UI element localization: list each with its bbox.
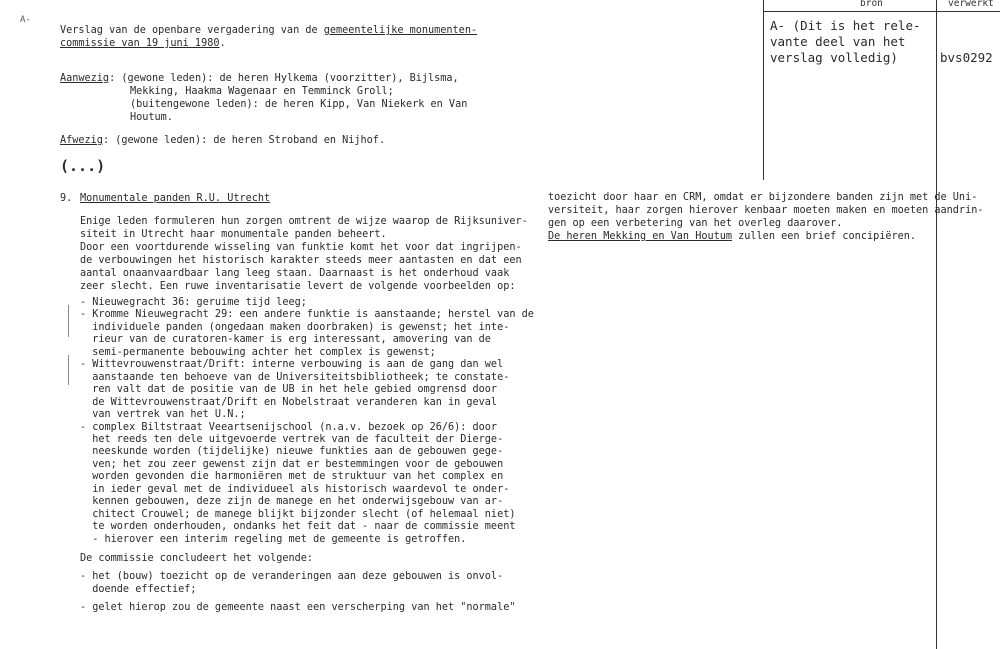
column-header-source: bron [860,0,883,9]
margin-bar [68,305,69,337]
margin-mark: A- [20,15,31,25]
absent-line: Afwezig: (gewone leden): de heren Stroband en Nijhof. [60,135,386,146]
example-line-6: - Wittevrouwenstraat/Drift: interne verbouwing is aan de gang dan wel [80,359,504,371]
example-line-8: ren valt dat de positie van de UB in het hele gebied omgrensd door [80,384,498,396]
example-line-5: semi-permanente bebouwing achter het complex is gewenst; [80,346,436,358]
item-heading: Monumentale panden R.U. Utrecht [80,193,271,204]
continuation-line-2: versiteit, haar zorgen hierover kenbaar moeten maken en moeten aandrin- [548,205,984,216]
action-line: De heren Mekking en Van Houtum zullen een brief concipiëren. [548,231,917,242]
example-line-3: individuele panden (ongedaan maken doorbraken) is gewenst; het inte- [80,321,510,333]
example-line-11: - complex Biltstraat Veeartsenijschool (n.a.v. bezoek op 26/6): door [80,421,498,433]
example-line-17: kennen gebouwen, deze zijn de manege en het onderwijsgebouw van ar- [80,496,504,508]
example-line-19: te worden onderhouden, ondanks het feit dat - naar de commissie meent [80,521,516,533]
example-line-2: - Kromme Nieuwegracht 29: een andere funktie is aanstaande; herstel van de [80,309,534,321]
source-column-left-border [763,0,764,180]
action-persons: De heren Mekking en Van Houtum [548,231,733,242]
intro-line-2: siteit in Utrecht haar monumentale panden beheert. [80,229,387,240]
example-line-7: aanstaande ten behoeve van de Universiteitsbibliotheek; te constate- [80,371,510,383]
processed-column-left-border [936,0,937,649]
item-number: 9. [60,193,73,204]
example-line-13: neeskunde worden (tijdelijke) nieuwe funkties aan de gebouwen gege- [80,446,504,458]
example-line-20: - hierover een interim regeling met de gemeente is getroffen. [80,533,467,545]
example-line-12: het reeds ten dele uitgevoerde vertrek van de faculteit der Dierge- [80,433,504,445]
column-header-processed: verwerkt [948,0,994,9]
margin-bar [68,355,69,385]
report-title-plain: Verslag van de openbare vergadering van de [60,25,324,36]
report-title-line-2: commissie van 19 juni 1980. [60,38,226,49]
processed-code: bvs0292 [940,50,993,65]
conclusion-intro: De commissie concludeert het volgende: [80,553,314,564]
intro-line-4: de verbouwingen het historisch karakter steeds meer aantasten en dat een [80,255,522,266]
example-line-15: worden gevonden die harmoniëren met de struktuur van het complex en [80,471,504,483]
intro-line-1: Enige leden formuleren hun zorgen omtrent de wijze waarop de Rijksuniver- [80,216,528,227]
header-rule [763,11,1000,12]
example-line-10: van vertrek van het U.N.; [80,409,246,421]
example-line-4: rieur van de curatoren-kamer is erg interessant, amovering van de [80,334,491,346]
absent-label: Afwezig [60,135,103,146]
omission-marker: (...) [60,157,106,175]
continuation-line-1: toezicht door haar en CRM, omdat er bijzondere banden zijn met de Uni- [548,192,978,203]
conclusion-line-3: - gelet hierop zou de gemeente naast een verscherping van het "normale" [80,602,516,613]
report-title-underlined: gemeentelijke monumenten- [323,25,478,36]
example-line-14: ven; het zou zeer gewenst zijn dat er bestemmingen voor de gebouwen [80,458,504,470]
example-line-16: in ieder geval met de individueel als historisch waardevol te onder- [80,483,510,495]
present-line-3: (buitengewone leden): de heren Kipp, Van Niekerk en Van [130,99,468,110]
conclusion-line-2: doende effectief; [80,584,197,595]
source-note-line-2: vante deel van het [770,34,906,49]
example-line-1: - Nieuwegracht 36: geruime tijd leeg; [80,297,307,308]
report-title-date: commissie van 19 juni 1980 [60,38,220,49]
present-line-2: Mekking, Haakma Wagenaar en Temminck Groll; [130,86,394,97]
intro-line-3: Door een voortdurende wisseling van funktie komt het voor dat ingrijpen- [80,242,522,253]
report-title-line-1 [60,24,477,37]
continuation-line-3: gen op een verbetering van het overleg daarover. [548,218,843,229]
present-label: Aanwezig [60,73,110,84]
source-note-line-1: A- (Dit is het rele- [770,18,921,33]
example-line-18: chitect Crouwel; de manege blijkt bijzonder slecht (of helemaal niet) [80,508,516,520]
present-line-4: Houtum. [130,112,173,123]
source-note-line-3: verslag volledig) [770,50,898,65]
intro-line-6: zeer slecht. Een ruwe inventarisatie levert de volgende voorbeelden op: [80,281,516,292]
conclusion-line-1: - het (bouw) toezicht op de veranderingen aan deze gebouwen is onvol- [80,571,504,582]
example-line-9: de Wittevrouwenstraat/Drift en Nobelstraat veranderen kan in geval [80,396,498,408]
intro-line-5: aantal onaanvaardbaar lang leeg staan. Daarnaast is het onderhoud vaak [80,268,510,279]
present-line-1: Aanwezig: (gewone leden): de heren Hylkema (voorzitter), Bijlsma, [60,73,459,84]
